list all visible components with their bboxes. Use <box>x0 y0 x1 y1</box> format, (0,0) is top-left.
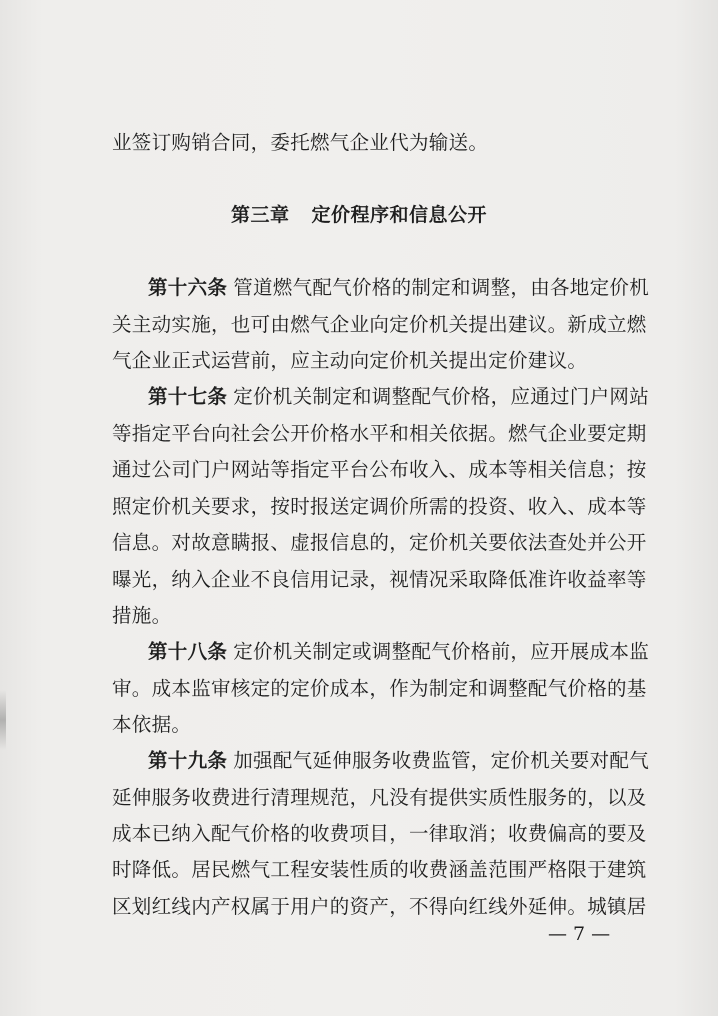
text-line: 成本已纳入配气价格的收费项目，一律取消；收费偏高的要及 <box>112 822 647 845</box>
text-line: 加强配气延伸服务收费监管，定价机关要对配气 <box>233 749 650 772</box>
text-line: 时降低。居民燃气工程安装性质的收费涵盖范围严格限于建筑 <box>112 858 647 881</box>
chapter-number: 第三章 <box>230 204 290 226</box>
text-line: 延伸服务收费进行清理规范，凡没有提供实质性服务的，以及 <box>112 786 647 809</box>
text-line: 通过公司门户网站等指定平台公布收入、成本等相关信息；按 <box>112 458 647 481</box>
text-line: 措施。 <box>112 604 172 627</box>
text-line: 曝光，纳入企业不良信用记录，视情况采取降低准许收益率等 <box>112 568 647 591</box>
text-line: 气企业正式运营前，应主动向定价机关提出定价建议。 <box>112 349 588 372</box>
text-line: 管道燃气配气价格的制定和调整，由各地定价机 <box>233 276 650 299</box>
article-19-first-line <box>148 748 649 774</box>
article-label: 第十九条 <box>148 749 228 772</box>
text-line: 审。成本监审核定的定价成本，作为制定和调整配气价格的基 <box>112 677 647 700</box>
text-line: 照定价机关要求，按时报送定调价所需的投资、收入、成本等 <box>112 495 647 518</box>
text-line: 本依据。 <box>112 713 192 736</box>
article-label: 第十六条 <box>148 276 228 299</box>
text-line: 区划红线内产权属于用户的资产，不得向红线外延伸。城镇居 <box>112 895 647 918</box>
article-17-first-line <box>148 384 649 410</box>
article-label: 第十八条 <box>148 640 228 663</box>
text-line: 关主动实施，也可由燃气企业向定价机关提出建议。新成立燃 <box>112 313 647 336</box>
article-label: 第十七条 <box>148 385 228 408</box>
scan-edge-shadow <box>0 690 6 750</box>
text-line: 业签订购销合同，委托燃气企业代为输送。 <box>112 131 489 154</box>
article-18-first-line <box>148 639 649 665</box>
text-line: 信息。对故意瞒报、虚报信息的，定价机关要依法查处并公开 <box>112 531 647 554</box>
article-16-first-line <box>148 275 649 301</box>
text-line: 定价机关制定和调整配气价格，应通过门户网站 <box>233 385 650 408</box>
chapter-title: 定价程序和信息公开 <box>311 204 488 226</box>
chapter-heading <box>0 202 718 228</box>
text-line: 等指定平台向社会公开价格水平和相关依据。燃气企业要定期 <box>112 422 647 445</box>
page-number: — 7 — <box>548 923 611 945</box>
text-line: 定价机关制定或调整配气价格前，应开展成本监 <box>233 640 650 663</box>
